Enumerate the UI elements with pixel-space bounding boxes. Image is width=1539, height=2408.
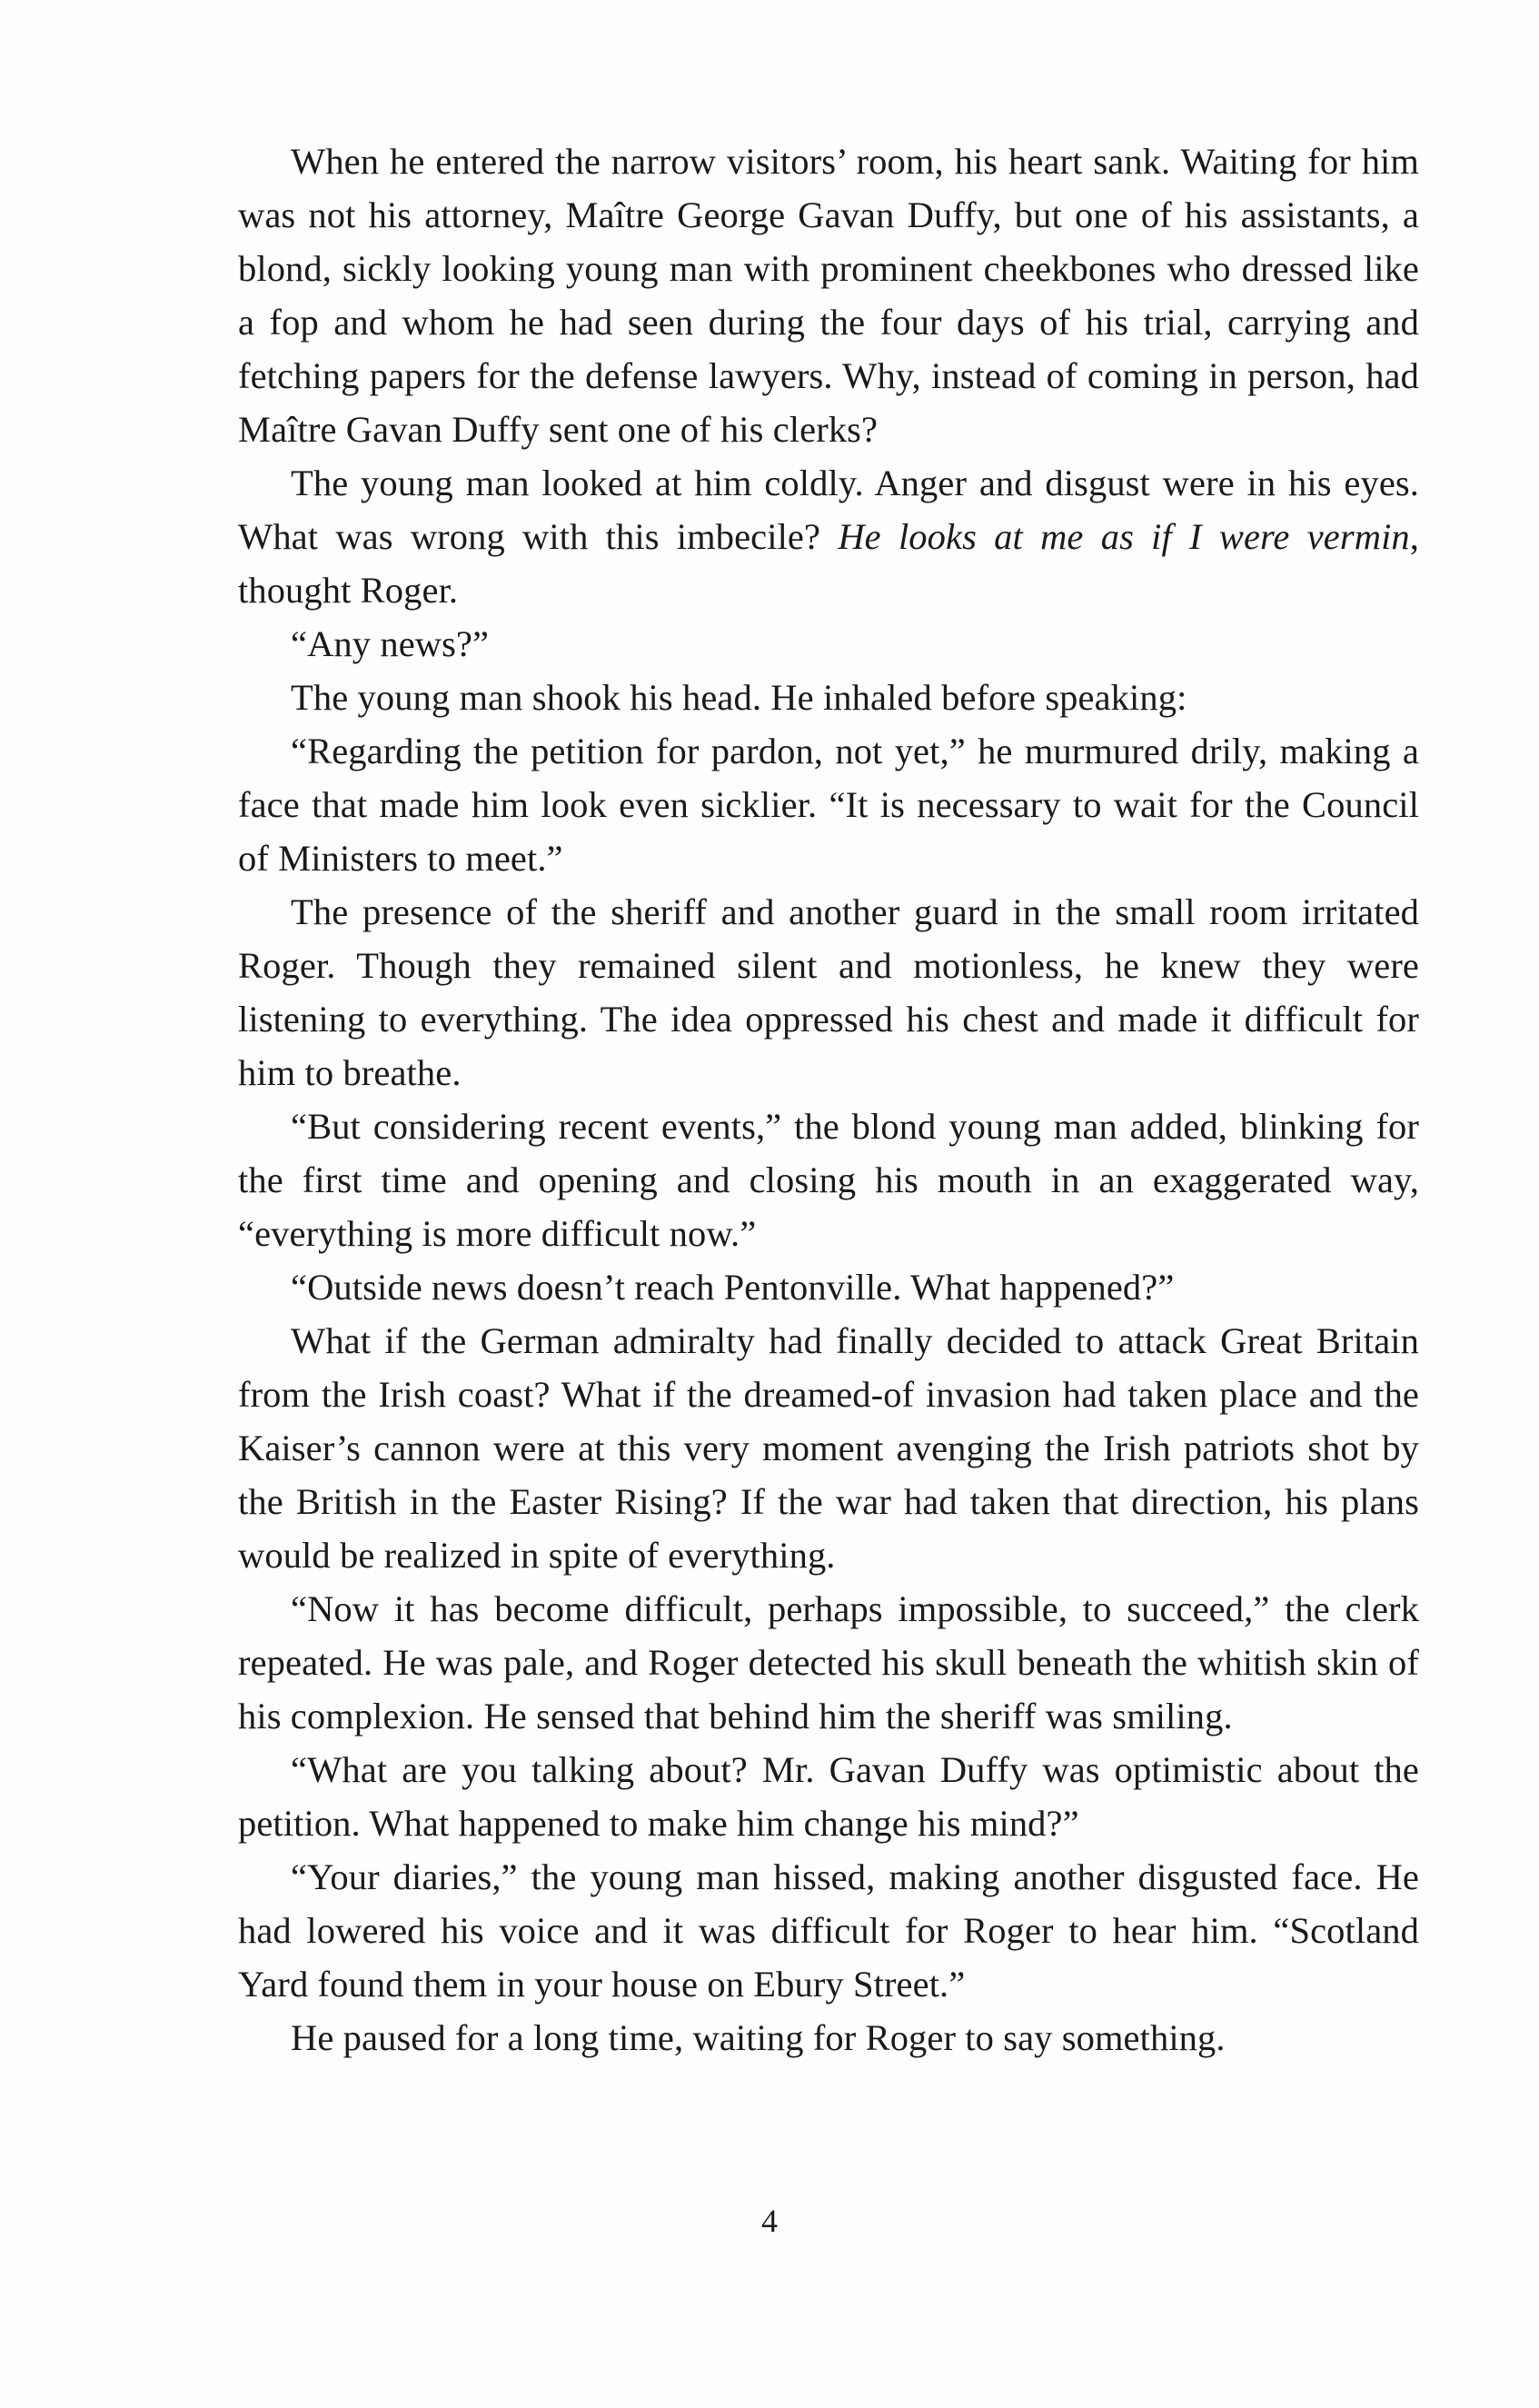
paragraph-8: “Outside news doesn’t reach Pentonville. What happened?” — [291, 1267, 1175, 1308]
paragraph-6: The presence of the sheriff and another guard in the small room irritated Roger. Though they remained silent and motionless, he knew they were listening to everything. The idea oppressed his chest and made it difficult for him to breathe. — [238, 891, 1419, 1093]
paragraph-1: When he entered the narrow visitors’ room, his heart sank. Waiting for him was not his attorney, Maître George Gavan Duffy, but one of his assistants, a blond, sickly looking young man with prominent cheekbones who dressed like a fop and whom he had seen during the four days of his trial, carrying and fetching papers for the defense lawyers. Why, instead of coming in person, had Maître Gavan Duffy sent one of his clerks? — [238, 141, 1419, 450]
paragraph-11: “What are you talking about? Mr. Gavan Duffy was optimistic about the petition. What happened to make him change his mind?” — [238, 1749, 1419, 1844]
paragraph-7: “But considering recent events,” the blond young man added, blinking for the first time and opening and closing his mouth in an exaggerated way, “everything is more difficult now.” — [238, 1106, 1419, 1254]
paragraph-9: What if the German admiralty had finally decided to attack Great Britain from the Irish coast? What if the dreamed-of invasion had taken place and the Kaiser’s cannon were at this very moment avenging the Irish patriots shot by the British in the Easter Rising? If the war had taken that direction, his plans would be realized in spite of everything. — [238, 1320, 1419, 1576]
paragraph-5: “Regarding the petition for pardon, not yet,” he murmured drily, making a face that made him look even sicklier. “It is necessary to wait for the Council of Ministers to meet.” — [238, 731, 1419, 879]
paragraph-2-italic-thought: He looks at me as if I were vermin — [838, 516, 1410, 557]
paragraph-4: The young man shook his head. He inhaled before speaking: — [291, 677, 1187, 718]
paragraph-3: “Any news?” — [291, 623, 490, 664]
page-number: 4 — [761, 2203, 778, 2239]
paragraph-13: He paused for a long time, waiting for Roger to say something. — [291, 2017, 1226, 2058]
paragraph-10: “Now it has become difficult, perhaps impossible, to succeed,” the clerk repeated. He was pale, and Roger detected his skull beneath the whitish skin of his complexion. He sensed that behind him the sheriff was smiling. — [238, 1588, 1419, 1736]
paragraph-2-before: The young man looked at him coldly. Anger and disgust were in his eyes. What was wrong with this imbecile? — [238, 463, 1419, 557]
body-text — [238, 134, 1419, 2065]
paragraph-2-after: , thought Roger. — [238, 516, 1420, 611]
paragraph-12: “Your diaries,” the young man hissed, making another disgusted face. He had lowered his voice and it was difficult for Roger to hear him. “Scotland Yard found them in your house on Ebury Street.” — [238, 1856, 1419, 2005]
paragraph-2 — [238, 456, 1419, 617]
